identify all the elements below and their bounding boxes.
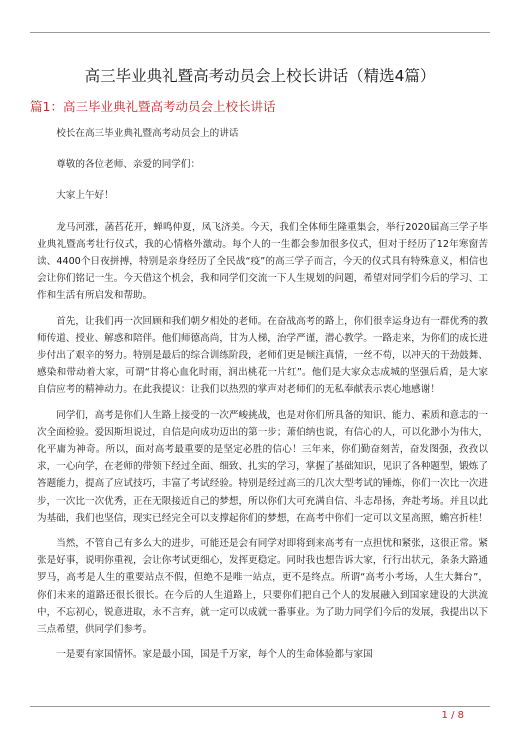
paragraph-speech-title: 校长在高三毕业典礼暨高考动员会上的讲话 — [56, 128, 239, 139]
footer-rule — [30, 706, 490, 707]
page-indicator: 1 / 8 — [441, 710, 464, 721]
paragraph-greeting: 大家上午好！ — [56, 190, 114, 202]
paragraph-confidence: 同学们，高考是你们人生路上接受的一次严峻挑战，也是对你们所具备的知识、能力、素质和意志的一次全面检验。爱因斯坦说过，自信是向成功迈出的第一步；萧伯纳也说，有信心的人，可以化渺小为伟大，化平庸为神奇。所以，面对高考最重要的是坚定必胜的信心！三年来，你们勤奋刻苦，奋发图强，孜孜以求，一心向学，在老师的带领下经过全面、细致、扎实的学习，掌握了基础知识，见识了各种题型，锻炼了答题能力，提高了应试技巧，丰富了考试经验。特别是经过高三的几次大型考试的锤炼，你们一次比一次进步，一次比一次优秀，正在无限接近自己的梦想，所以你们大可充满自信、斗志昂扬，奔赴考场。并且以此为基础，我们也坚信，现实已经完全可以支撑起你们的梦想，在高考中你们一定可以文星高照，蟾宫折桂！ — [37, 409, 488, 524]
section-heading: 篇1：高三毕业典礼暨高考动员会上校长讲话 — [30, 99, 276, 114]
paragraph-future: 当然，不管自己有多么大的进步，可能还是会有同学对即将到来高考有一点担忧和紧张，这很正常。紧张是好事，说明你重视，会让你考试更细心，发挥更稳定。同时我也想告诉大家，行行出状元，条条大路通罗马，高考是人生的重要站点不假，但绝不是唯一站点，更不是终点。所谓“高考小考场，人生大舞台”，你们未来的道路还很长很长。在今后的人生道路上，只要你们把自己个人的发展融入到国家建设的大洪流中，不忘初心，锐意进取，永不言弃，就一定可以成就一番事业。为了助力同学们今后的发展，我提出以下三点希望，供同学们参考。 — [37, 538, 488, 636]
document-title: 高三毕业典礼暨高考动员会上校长讲话（精选4篇） — [84, 67, 436, 85]
paragraph-salutation: 尊敬的各位老师、亲爱的同学们： — [56, 159, 201, 171]
paragraph-teachers: 首先，让我们再一次回顾和我们朝夕相处的老师。在奋战高考的路上，你们很幸运身边有一群优秀的教师传道、授业、解惑和陪伴。他们师德高尚，甘为人梯，治学严谨，潜心教学。一路走来，为你们的成长进步付出了艰辛的努力。特别是最后的综合训练阶段，老师们更是倾注真情，一丝不苟，以冲天的干劲鼓舞、感染和带动着大家，可谓“甘将心血化时雨，润出桃花一片红”。他们是大家众志成城的坚强后盾，是大家自信应考的精神动力。在此我提议：让我们以热烈的掌声对老师们的无私奉献表示衷心地感谢！ — [37, 315, 488, 396]
document-body — [37, 125, 488, 671]
paragraph-hope-one: 一是要有家国情怀。家是最小国，国是千万家，每个人的生命体验都与家国 — [56, 649, 373, 661]
header-rule — [30, 32, 490, 33]
paragraph-opening: 龙马河涨，菡萏花开，蝉鸣仲夏，凤飞济美。今天，我们全体师生隆重集会，举行2020届高三学子毕业典礼暨高考壮行仪式，我的心情格外激动。每个人的一生都会参加很多仪式，但对于经历了12年寒窗苦读、4400个日夜拼搏，特别是亲身经历了全民战“疫”的高三学子而言，今天的仪式具有特殊意义，相信也会让你们铭记一生。今天借这个机会，我和同学们交流一下人生规划的问题，希望对同学们今后的学习、工作和生活有所启发和帮助。 — [37, 221, 488, 302]
